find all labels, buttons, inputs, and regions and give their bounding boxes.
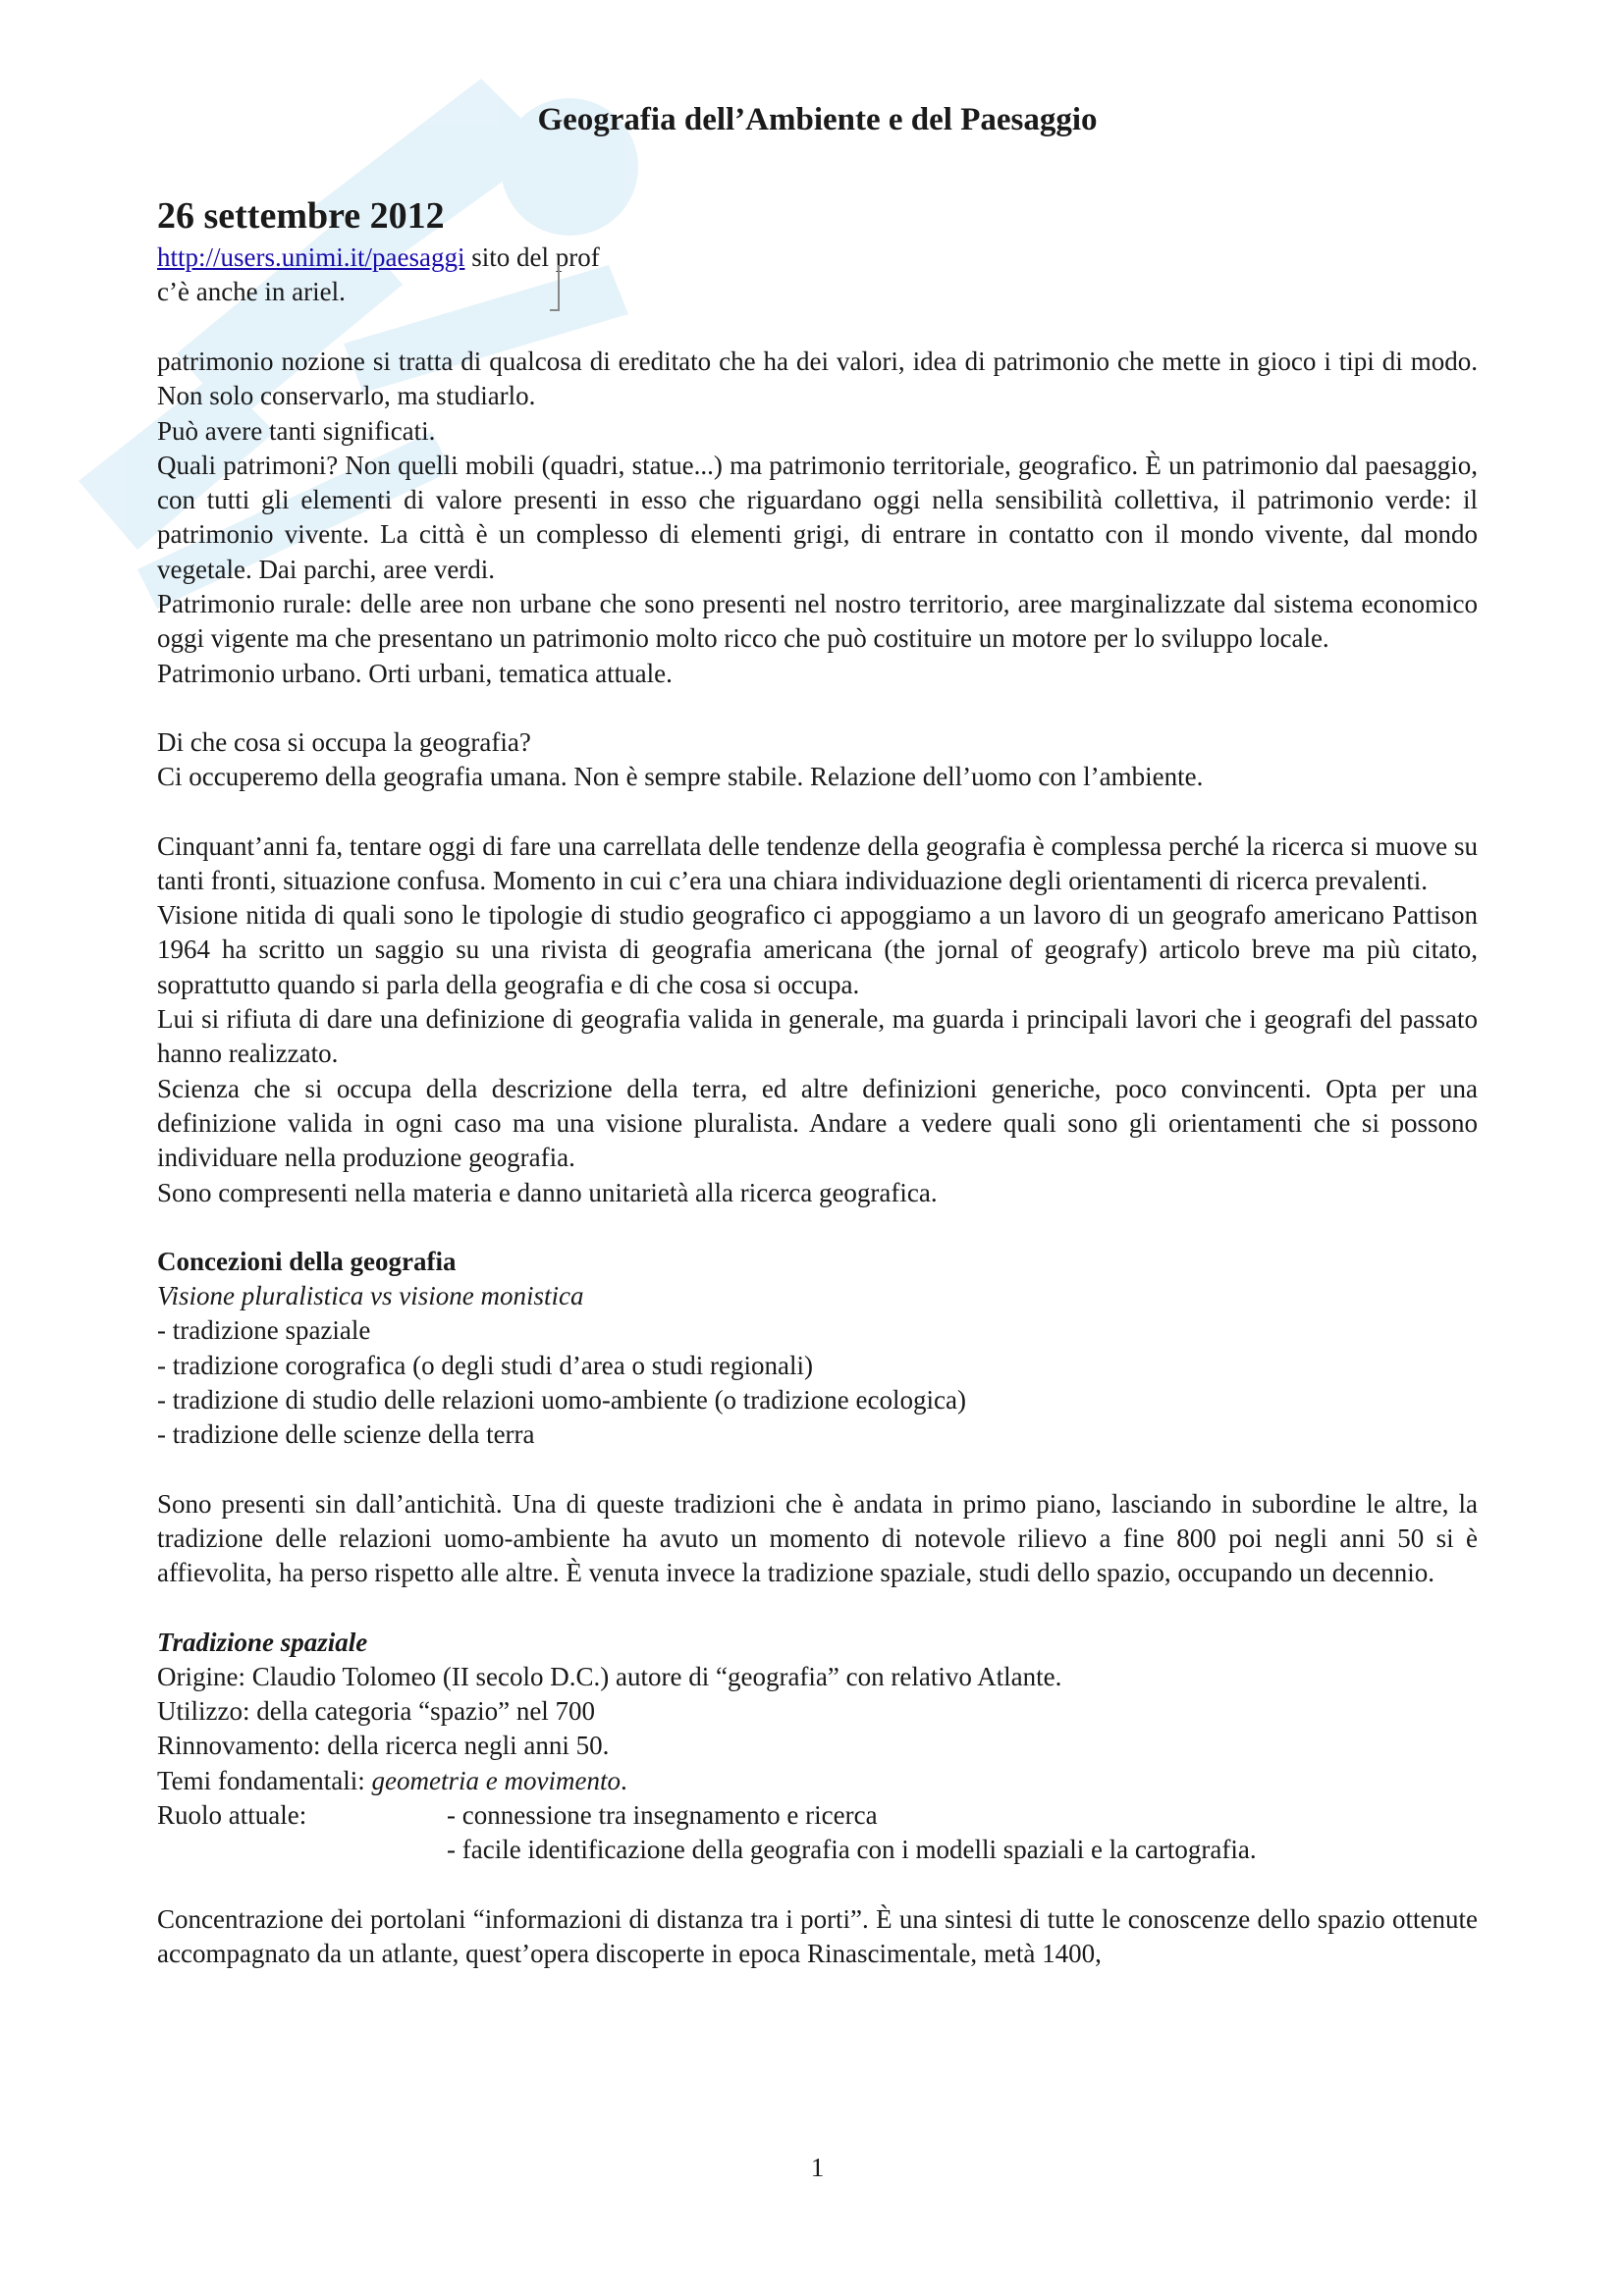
temi-value: geometria e movimento [371, 1765, 621, 1795]
paragraph: Quali patrimoni? Non quelli mobili (quadri, statue...) ma patrimonio territoriale, geografico. È un patrimonio dal paesaggio, con tutti gli elementi di valore presenti in esso che riguardano oggi nella sensibilità collettiva, il patrimonio verde: il patrimonio vivente. La città è un complesso di elementi grigi, di entrare in contatto con il mondo vivente, dal mondo vegetale. Dai parchi, aree verdi. [157, 450, 1478, 584]
concezioni-heading: Concezioni della geografia [157, 1246, 457, 1276]
concezioni-subheading: Visione pluralistica vs visione monistica [157, 1281, 584, 1311]
page-number: 1 [810, 2153, 825, 2182]
intro-line-1 [157, 240, 1478, 275]
rinnovamento-line: Rinnovamento: della ricerca negli anni 50. [157, 1731, 610, 1761]
paragraph: Ci occuperemo della geografia umana. Non è sempre stabile. Relazione dell’uomo con l’ambiente. [157, 762, 1204, 792]
main-body [157, 345, 1478, 1971]
text-cursor-mark [550, 265, 560, 311]
temi-line [157, 1764, 1478, 1798]
utilizzo-line: Utilizzo: della categoria “spazio” nel 700 [157, 1696, 596, 1727]
document-title: Geografia dell’Ambiente e del Paesaggio [537, 102, 1098, 137]
paragraph: Patrimonio urbano. Orti urbani, tematica attuale. [157, 658, 673, 688]
paragraph: Visione nitida di quali sono le tipologie di studio geografico ci appoggiamo a un lavoro di un geografo americano Pattison 1964 ha scritto un saggio su una rivista di geografia americana (the jornal of geografy) articolo breve ma più citato, soprattutto quando si parla della geografia e di che cosa si occupa. [157, 900, 1478, 999]
date-heading: 26 settembre 2012 [157, 195, 445, 237]
tradizione-spaziale-heading: Tradizione spaziale [157, 1627, 368, 1657]
traditions-list [157, 1313, 1478, 1452]
intro-line-2: c’è anche in ariel. [157, 277, 346, 307]
paragraph: Sono compresenti nella materia e danno unitarietà alla ricerca geografica. [157, 1177, 938, 1207]
temi-end: . [620, 1765, 627, 1795]
paragraph: Di che cosa si occupa la geografia? [157, 726, 531, 757]
temi-label: Temi fondamentali: [157, 1765, 372, 1795]
paragraph: Scienza che si occupa della descrizione della terra, ed altre definizioni generiche, poco convincenti. Opta per una definizione valida in ogni caso ma una visione pluralista. Andare a vedere quali sono gli orientamenti che si possono individuare nella produzione geografia. [157, 1073, 1478, 1173]
paragraph: patrimonio nozione si tratta di qualcosa di ereditato che ha dei valori, idea di patrimonio che mette in gioco i tipi di modo. Non solo conservarlo, ma studiarlo. [157, 347, 1478, 411]
paragraph: Cinquant’anni fa, tentare oggi di fare una carrellata delle tendenze della geografia è complessa perché la ricerca si muove su tanti fronti, situazione confusa. Momento in cui c’era una chiara individuazione degli orientamenti di ricerca prevalenti. [157, 830, 1478, 895]
list-item: - tradizione corografica (o degli studi d’area o studi regionali) [157, 1350, 813, 1380]
paragraph: Può avere tanti significati. [157, 415, 436, 446]
intro-block [157, 240, 1478, 310]
list-item: - tradizione delle scienze della terra [157, 1419, 535, 1450]
ruolo-label: Ruolo attuale: [157, 1799, 307, 1830]
ruolo-row [157, 1833, 1478, 1867]
paragraph: Patrimonio rurale: delle aree non urbane che sono presenti nel nostro territorio, aree marginalizzate dal sistema economico oggi vigente ma che presentano un patrimonio molto ricco che può costituire un motore per lo sviluppo locale. [157, 589, 1478, 654]
paragraph: Lui si rifiuta di dare una definizione di geografia valida in generale, ma guarda i principali lavori che i geografi del passato hanno realizzato. [157, 1004, 1478, 1069]
ruolo-row [157, 1798, 1478, 1833]
list-item: - tradizione di studio delle relazioni uomo-ambiente (o tradizione ecologica) [157, 1385, 966, 1415]
paragraph: Concentrazione dei portolani “informazioni di distanza tra i porti”. È una sintesi di tutte le conoscenze dello spazio ottenute accompagnato da un atlante, quest’opera discoperte in epoca Rinascimentale, metà 1400, [157, 1903, 1478, 1968]
paragraph: Sono presenti sin dall’antichità. Una di queste tradizioni che è andata in primo piano, lasciando in subordine le altre, la tradizione delle relazioni uomo-ambiente ha avuto un momento di notevole rilievo a fine 800 poi negli anni 50 si è affievolita, ha perso rispetto alle altre. È venuta invece la tradizione spaziale, studi dello spazio, occupando un decennio. [157, 1488, 1478, 1588]
prof-site-link[interactable]: http://users.unimi.it/paesaggi [157, 242, 465, 272]
intro-link-suffix: sito del prof [464, 242, 600, 272]
ruolo-item: - facile identificazione della geografia con i modelli spaziali e la cartografia. [447, 1835, 1257, 1865]
list-item: - tradizione spaziale [157, 1315, 371, 1346]
origine-line: Origine: Claudio Tolomeo (II secolo D.C.) autore di “geografia” con relativo Atlante. [157, 1661, 1062, 1691]
ruolo-item: - connessione tra insegnamento e ricerca [447, 1799, 878, 1830]
